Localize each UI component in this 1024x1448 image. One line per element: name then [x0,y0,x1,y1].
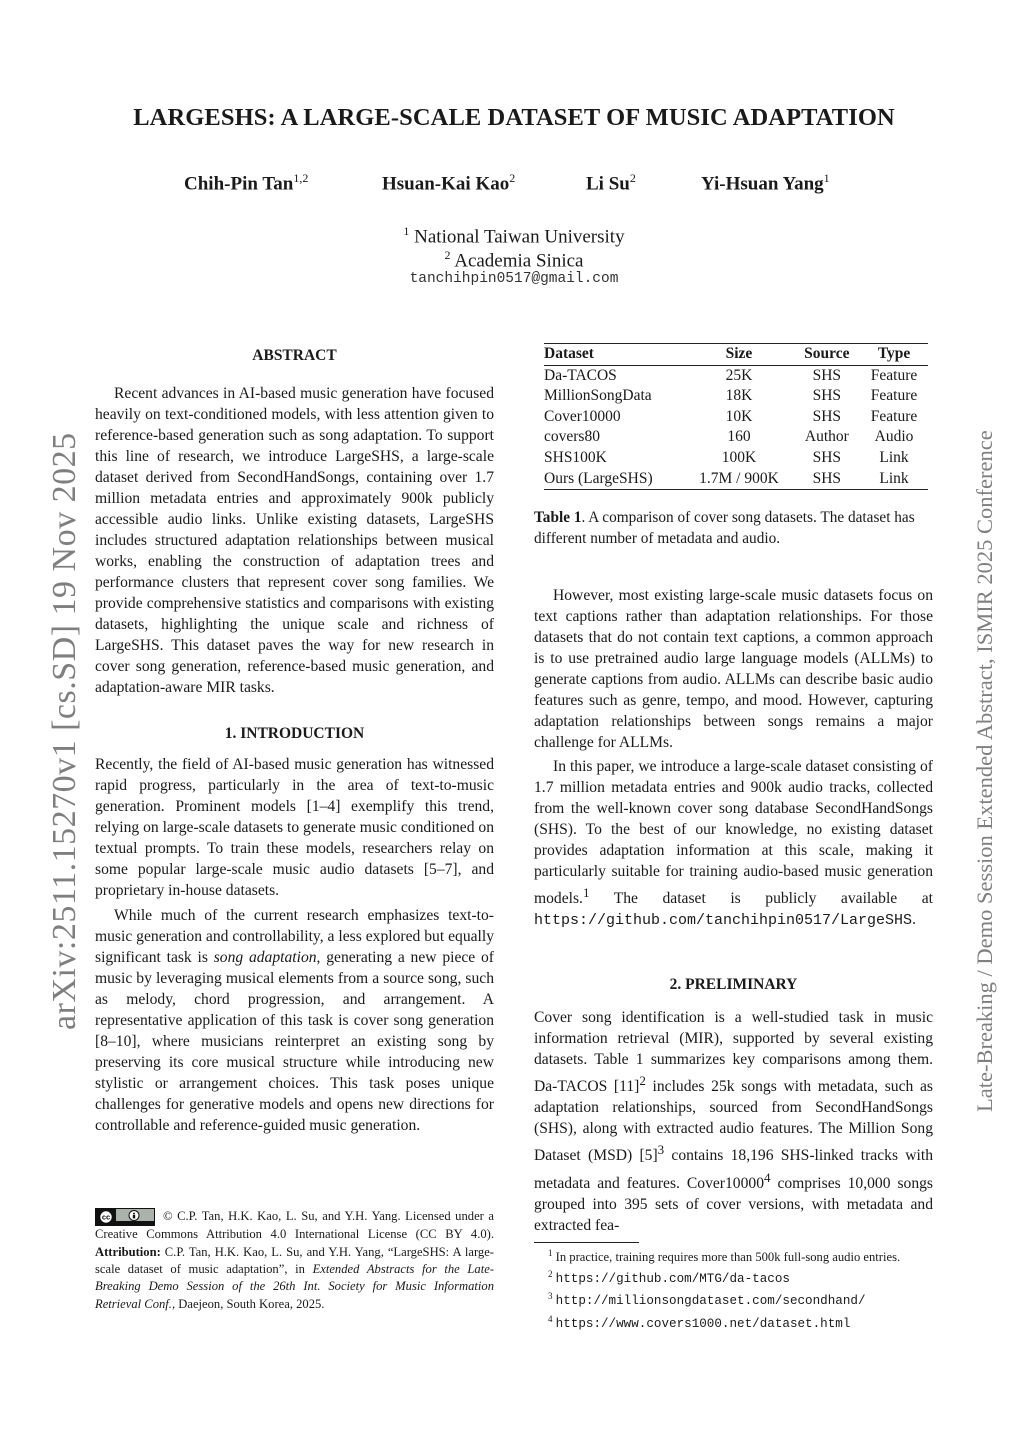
table-cell: Feature [870,366,918,384]
table-cell: Audio [874,428,914,446]
table-cell: SHS [812,366,842,384]
footnote-marker[interactable]: 2 [639,1073,646,1089]
author-sup: 1,2 [293,171,309,185]
text-span: In this paper, we introduce a large-scale dataset consisting of 1.7 million metadata entries and 900k audio tracks, collected from the well-known cover song database SecondHandSongs (SHS). To the best of our knowledge, no existing dataset provides adaptation information at this scale, making it particularly suitable for training audio-based music generation models. [534,758,933,908]
text-span: contains 18,196 SHS-linked tracks with metadata and features. Cover10000 [534,1147,933,1192]
table-header: Size [684,344,793,366]
table-cell: Author [804,428,849,446]
table-row [544,427,928,448]
footnote-marker[interactable]: 4 [764,1169,771,1185]
author-sup: 2 [509,171,516,185]
conference-note: Late-Breaking / Demo Session Extended Abstract, ISMIR 2025 Conference [972,430,997,1112]
author-3 [586,171,636,195]
footnote-number: 3 [548,1291,553,1302]
footnote-text: In practice, training requires more than 500k full-song audio entries. [555,1250,901,1265]
preliminary-heading: 2. PRELIMINARY [669,976,798,994]
text-span: , generating a new piece of music by leveraging musical elements from a source song, such as melody, chord progression, and arrangement. A representative application of this task is cover song generation [8–10], where musicians reinterpret an existing song by preserving its core musical structure while introducing new stylistic or arrangement choices. This task poses unique challenges for generative models and opens new directions for controllable and reference-guided music generation. [95,949,494,1134]
text-span: includes 25k songs with metadata, such as adaptation relationships, sourced from SecondHandSongs (SHS), along with extracted audio features. The Million Song Dataset (MSD) [5] [534,1078,933,1165]
text-span: The dataset is publicly available at [589,890,933,908]
footnote-link[interactable]: https://github.com/MTG/da-tacos [555,1272,790,1287]
intro-heading: 1. INTRODUCTION [224,725,365,742]
license-block [95,1208,494,1313]
right-column [534,585,933,1236]
license-text: C.P. Tan, H.K. Kao, L. Su, and Y.H. Yang, “LargeSHS: A large-scale dataset of music adaptation”, in [95,1244,494,1276]
author-1 [184,171,308,195]
author-2 [382,171,515,195]
footnote-link[interactable]: http://millionsongdataset.com/secondhand/ [555,1294,866,1309]
table-cell: Feature [870,387,918,405]
footnote-marker[interactable]: 1 [582,885,590,900]
right-paragraph-1: However, most existing large-scale music datasets focus on text captions rather than adaptation relationships. For those datasets that do not contain text captions, a common approach is to use pretrained audio large language models (ALLMs) to generate captions from audio. ALLMs can describe basic audio features such as genre, tempo, and mood. However, capturing adaptation relationships between songs remains a major challenge for ALLMs. [534,587,933,751]
right-paragraph-2 [534,756,933,931]
author-name: Hsuan-Kai Kao [382,173,510,195]
author-name: Chih-Pin Tan [184,173,294,195]
author-4 [701,171,830,195]
table-header-row [544,344,928,366]
comparison-table [544,343,928,490]
table-header: Type [860,344,928,366]
table-cell: SHS100K [544,448,607,466]
table-cell: 160 [727,428,751,446]
table-cell: 10K [725,407,753,425]
author-name: Yi-Hsuan Yang [701,173,824,195]
table-cell: 100K [721,448,757,466]
affiliation-2 [300,243,728,273]
table-row [544,448,928,469]
cc-by-icon[interactable] [95,1208,155,1226]
table-row [544,407,928,428]
table-cell: SHS [812,387,842,405]
table-cell: covers80 [544,428,600,446]
emphasis: song adaptation [213,949,317,966]
footnote-rule [534,1242,639,1243]
text-span: While much of the current research emphasizes text-to-music generation and controllability, a less explored but equally significant task is [95,907,494,966]
footnote-marker[interactable]: 3 [657,1142,665,1158]
table-caption [534,507,933,549]
abstract-text: Recent advances in AI-based music generation have focused heavily on text-conditioned models, with less attention given to reference-based generation such as song adaptation. To support this line of research, we introduce LargeSHS, a large-scale dataset derived from SecondHandSongs, containing over 1.7 million metadata entries and approximately 900k publicly accessible audio links. Unlike existing datasets, LargeSHS includes structured adaptation relationships between musical works, enabling the construction of adaptation trees and performance clusters that represent cover song families. We provide comprehensive statistics and comparisons with existing datasets, highlighting the unique scale and richness of LargeSHS. This dataset paves the way for new research in cover song generation, reference-based music generation, and adaptation-aware MIR tasks. [95,385,494,696]
affiliation-name: National Taiwan University [414,226,625,248]
table-cell: SHS [812,448,842,466]
footnote-4 [534,1311,939,1333]
table-cell: Link [879,469,909,487]
arxiv-identifier: arXiv:2511.15270v1 [cs.SD] 19 Nov 2025 [46,432,83,1030]
affiliation-sup: 2 [444,248,451,262]
intro-paragraph-1: Recently, the field of AI-based music generation has witnessed rapid progress, particularly in the area of text-to-music generation. Prominent models [1–4] exemplify this trend, relying on large-scale datasets to generate music conditioned on textual prompts. To train these models, researchers relay on some popular large-scale music audio datasets [5–7], and proprietary in-house datasets. [95,756,494,899]
table-row [544,386,928,407]
table-cell: Da-TACOS [544,366,617,384]
venue: Extended Abstracts for the Late-Breaking Demo Session of the 26th Int. Society for Music Information Retrieval Conf., [95,1261,494,1311]
table-cell: Link [879,448,909,466]
comparison-table-wrap [544,343,928,490]
table-row [544,469,928,490]
table-cell: SHS [812,469,842,487]
caption-text: . A comparison of cover song datasets. The dataset has different number of metadata and audio. [534,509,915,547]
license-text: Daejeon, South Korea, 2025. [175,1296,325,1311]
footnote-number: 4 [548,1313,553,1324]
affiliation-name: Academia Sinica [454,250,584,272]
author-name: Li Su [586,173,630,195]
dataset-link[interactable]: https://github.com/tanchihpin0517/LargeSHS [534,912,913,930]
footnote-number: 1 [548,1248,553,1258]
table-header: Source [794,344,860,366]
table-cell: 25K [725,366,753,384]
intro-paragraph-2 [95,905,494,1136]
table-cell: 18K [725,387,753,405]
table-cell: MillionSongData [544,387,652,405]
footnote-link[interactable]: https://www.covers1000.net/dataset.html [555,1316,851,1331]
table-cell: Cover10000 [544,407,621,425]
text-span: . [912,911,916,929]
table-cell: SHS [812,407,842,425]
license-text: © C.P. Tan, H.K. Kao, L. Su, and Y.H. Yang. Licensed under a Creative Commons Attribution 4.0 International License (CC BY 4.0). [95,1209,494,1242]
author-sup: 2 [629,171,636,185]
footnotes [534,1242,939,1333]
text-span: comprises 10,000 songs grouped into 395 sets of cover versions, with metadata and extracted fea- [534,1174,933,1234]
footnote-1 [534,1245,939,1266]
paper-title: LARGESHS: A LARGE-SCALE DATASET OF MUSIC ADAPTATION [133,104,895,131]
text-span: Cover song identification is a well-studied task in music information retrieval (MIR), supported by several existing datasets. Table 1 summarizes key comparisons among them. Da-TACOS [11] [534,1009,933,1096]
abstract-heading: ABSTRACT [252,347,337,364]
right-paragraph-3 [534,1007,933,1236]
caption-label: Table 1 [534,509,582,526]
table-row [544,365,928,386]
author-sup: 1 [823,171,830,185]
footnote-3 [534,1288,939,1310]
left-column [95,345,494,1136]
table-cell: Ours (LargeSHS) [544,469,653,487]
author-email[interactable]: tanchihpin0517@gmail.com [409,271,619,287]
table-cell: Feature [870,407,918,425]
attribution-label: Attribution: [95,1244,161,1259]
footnote-2 [534,1266,939,1288]
footnote-number: 2 [548,1269,553,1280]
table-header: Dataset [544,344,684,366]
affiliation-sup: 1 [403,224,410,238]
svg-text:cc: cc [101,1212,111,1222]
table-cell: 1.7M / 900K [699,469,779,487]
